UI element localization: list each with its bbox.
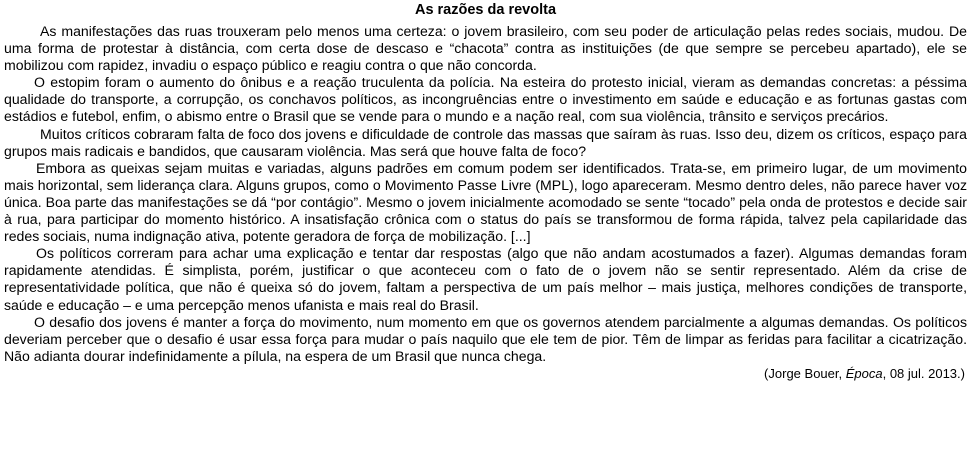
paragraph-3: Muitos críticos cobraram falta de foco dos jovens e dificuldade de controle das massas que saíram às ruas. Isso deu, dizem os críticos, espaço para grupos mais radicais e bandidos, que causaram violência. Mas será que houve falta de foco?	[4, 125, 967, 159]
paragraph-2: O estopim foram o aumento do ônibus e a reação truculenta da polícia. Na esteira do protesto inicial, vieram as demandas concretas: a péssima qualidade do transporte, a corrupção, os conchavos políticos, as incongruências entre o investimento em saúde e educação e as fortunas gastas com estádios e futebol, enfim, o abismo entre o Brasil que se vende para o mundo e a nação real, com sua violência, trânsito e serviços precários.	[4, 74, 967, 125]
source-close-paren: )	[960, 365, 965, 381]
paragraph-1: As manifestações das ruas trouxeram pelo menos uma certeza: o jovem brasileiro, com seu poder de articulação pelas redes sociais, mudou. De uma forma de protestar à distância, com certa dose de descaso e “chacota” contra as instituições (de que sempre se percebeu apartado), ele se mobilizou com rapidez, invadiu o espaço público e reagiu contra o que não concorda.	[4, 23, 967, 74]
source-open-paren: (	[764, 365, 769, 381]
article-source	[4, 365, 967, 382]
paragraph-5: Os políticos correram para achar uma explicação e tentar dar respostas (algo que não andam acostumados a fazer). Algumas demandas foram rapidamente atendidas. É simplista, porém, justificar o que aconteceu com o fato de o jovem não se sentir representado. Além da crise de representatividade política, que não é queixa só do jovem, faltam a perspectiva de um país melhor – mais justiça, melhores condições de transporte, saúde e educação – e uma percepção menos ufanista e mais real do Brasil.	[4, 245, 967, 313]
paragraph-6: O desafio dos jovens é manter a força do movimento, num momento em que os governos atendem parcialmente a algumas demandas. Os políticos deveriam perceber que o desafio é usar essa força para mudar o país naquilo que ele tem de pior. Têm de limpar as feridas para facilitar a cicatrização. Não adianta dourar indefinidamente a pílula, na espera de um Brasil que nunca chega.	[4, 313, 967, 364]
source-author: Jorge Bouer,	[768, 365, 846, 381]
article-title: As razões da revolta	[414, 2, 557, 18]
source-publication: Época	[845, 365, 883, 381]
paragraph-4: Embora as queixas sejam muitas e variadas, alguns padrões em comum podem ser identificados. Trata-se, em primeiro lugar, de um movimento mais horizontal, sem liderança clara. Alguns grupos, como o Movimento Passe Livre (MPL), logo apareceram. Mesmo dentro deles, não parece haver voz única. Boa parte das manifestações se dá “por contágio”. Mesmo o jovem inicialmente acomodado se sente “tocado” pela onda de protestos e decide sair à rua, para participar do momento histórico. A insatisfação crônica com o status do país se transformou de forma rápida, talvez pela capilaridade das redes sociais, numa indignação ativa, potente geradora de força de mobilização. [...]	[4, 159, 967, 245]
source-date: , 08 jul. 2013.	[882, 365, 961, 381]
